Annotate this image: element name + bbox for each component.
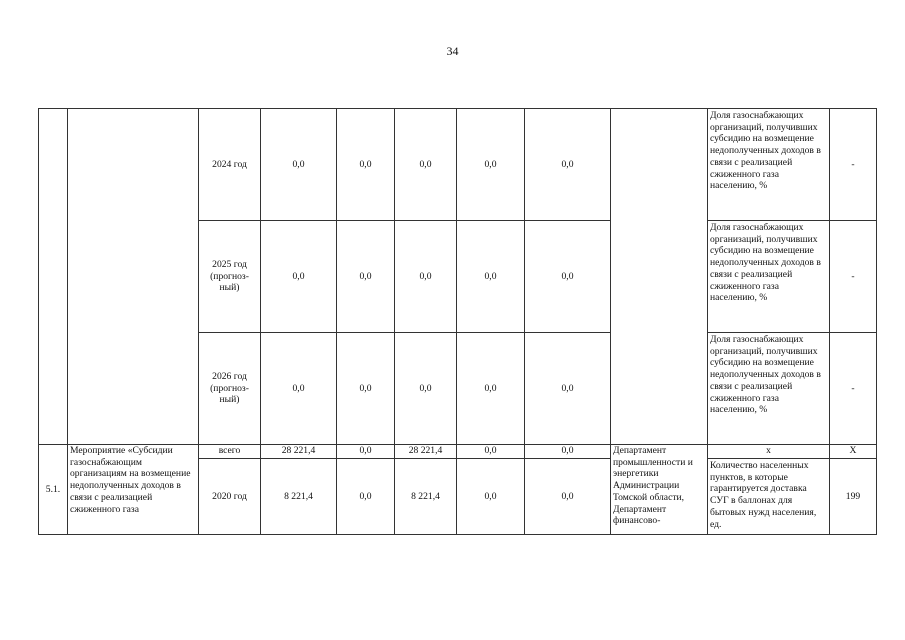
page-number: 34 <box>446 44 459 58</box>
indicator-cell: Доля газоснабжающих организаций, получивших субсидию на возмещение недополученных доходов в связи с реализацией сжиженного газа населению, % <box>708 109 830 221</box>
program-budget-table <box>38 108 877 535</box>
value-cell: 0,0 <box>395 333 457 445</box>
value-cell: 0,0 <box>525 459 611 535</box>
measure-name-cell: Мероприятие «Субсидии газоснабжающим организациям на возмещение недополученных доходов в связи с реализацией сжиженного газа <box>68 445 199 535</box>
indicator-value-cell: - <box>830 333 877 445</box>
value-cell: 0,0 <box>525 109 611 221</box>
value-cell: 0,0 <box>395 109 457 221</box>
value-cell: 0,0 <box>337 221 395 333</box>
value-cell: 0,0 <box>395 221 457 333</box>
value-cell: 0,0 <box>457 109 525 221</box>
indicator-cell: Доля газоснабжающих организаций, получивших субсидию на возмещение недополученных доходов в связи с реализацией сжиженного газа населению, % <box>708 221 830 333</box>
table-row <box>39 109 877 221</box>
value-cell: 0,0 <box>457 459 525 535</box>
period-cell: 2020 год <box>199 459 261 535</box>
value-cell: 0,0 <box>457 445 525 459</box>
indicator-value-cell: - <box>830 221 877 333</box>
value-cell: 0,0 <box>337 109 395 221</box>
number-cell <box>39 109 68 445</box>
value-cell: 0,0 <box>457 221 525 333</box>
period-cell: 2026 год (прогноз-ный) <box>199 333 261 445</box>
measure-number-cell: 5.1. <box>39 445 68 535</box>
period-cell: 2024 год <box>199 109 261 221</box>
value-cell: 0,0 <box>457 333 525 445</box>
value-cell: 0,0 <box>337 333 395 445</box>
value-cell: 0,0 <box>337 445 395 459</box>
indicator-cell: Количество населенных пунктов, в которые гарантируется доставка СУГ в баллонах для бытовых нужд населения, ед. <box>708 459 830 535</box>
table-row <box>39 445 877 459</box>
indicator-cell: Доля газоснабжающих организаций, получивших субсидию на возмещение недополученных доходов в связи с реализацией сжиженного газа населению, % <box>708 333 830 445</box>
period-cell: 2025 год (прогноз-ный) <box>199 221 261 333</box>
value-cell: 0,0 <box>525 221 611 333</box>
responsible-cell: Департамент промышленности и энергетики Администрации Томской области, Департамент финансово- <box>611 445 708 535</box>
value-cell: 8 221,4 <box>261 459 337 535</box>
value-cell: 0,0 <box>261 221 337 333</box>
responsible-cell <box>611 109 708 445</box>
value-cell: 0,0 <box>261 109 337 221</box>
indicator-value-cell: 199 <box>830 459 877 535</box>
indicator-value-cell: Х <box>830 445 877 459</box>
value-cell: 28 221,4 <box>395 445 457 459</box>
value-cell: 0,0 <box>261 333 337 445</box>
indicator-cell: х <box>708 445 830 459</box>
value-cell: 0,0 <box>525 333 611 445</box>
period-cell: всего <box>199 445 261 459</box>
indicator-value-cell: - <box>830 109 877 221</box>
value-cell: 8 221,4 <box>395 459 457 535</box>
value-cell: 0,0 <box>525 445 611 459</box>
value-cell: 28 221,4 <box>261 445 337 459</box>
measure-name-cell <box>68 109 199 445</box>
value-cell: 0,0 <box>337 459 395 535</box>
